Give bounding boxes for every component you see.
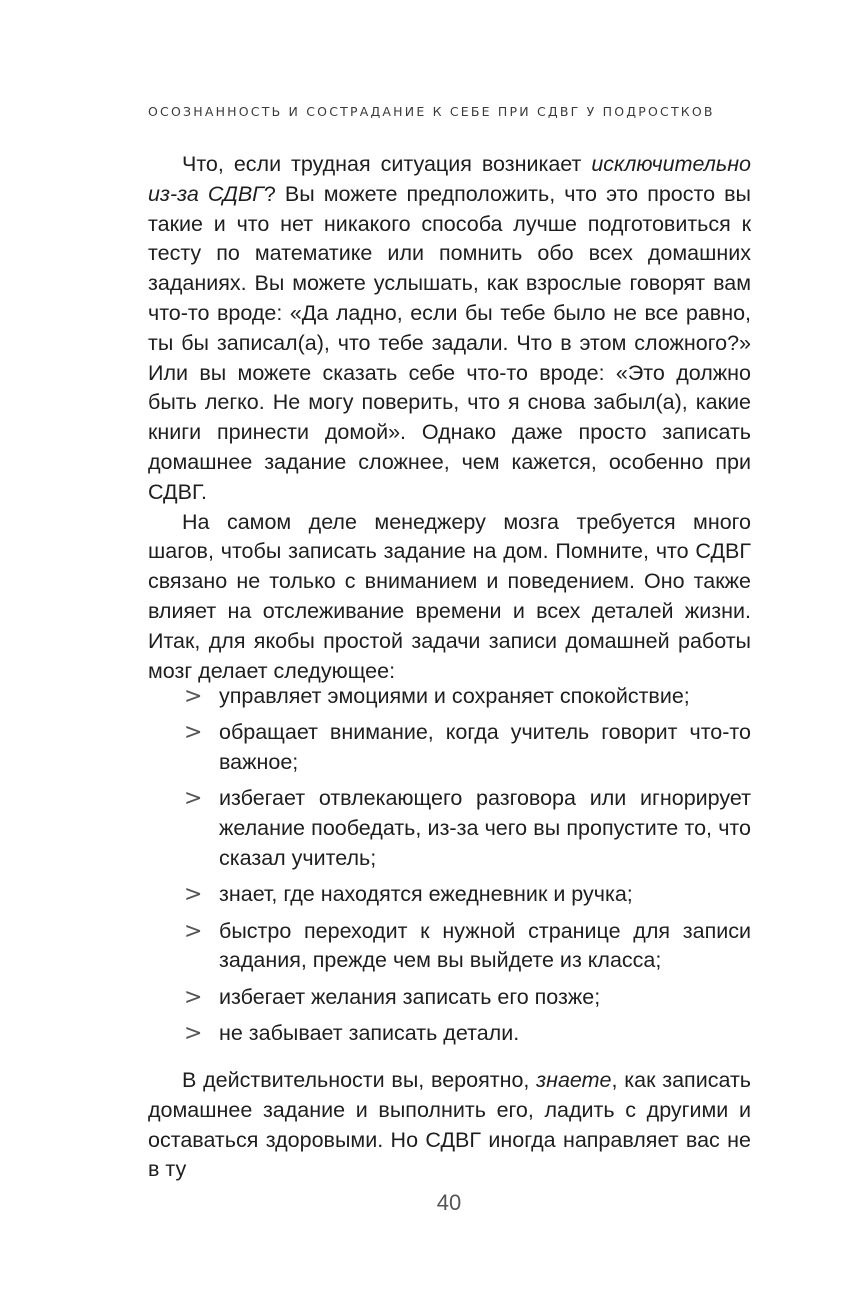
paragraph-3-text-start: В действительности вы, вероятно, <box>182 1068 537 1092</box>
text-block-top <box>148 150 751 686</box>
list-item-text: избегает отвлекающего разговора или игнорирует желание пообедать, из-за чего вы пропустите то, что сказал учитель; <box>219 786 751 870</box>
chevron-right-icon: > <box>184 720 203 746</box>
list-item <box>148 784 751 873</box>
list-item-text: знает, где находятся ежедневник и ручка; <box>219 882 633 907</box>
list-item <box>148 1019 751 1049</box>
chevron-right-icon: > <box>184 984 203 1010</box>
paragraph-1-text-start: Что, если трудная ситуация возникает <box>182 152 592 176</box>
chevron-right-icon: > <box>184 918 203 944</box>
list-item <box>148 983 751 1013</box>
list-item-text: управляет эмоциями и сохраняет спокойствие; <box>219 684 690 708</box>
bullet-list <box>148 682 751 1055</box>
chevron-right-icon: > <box>184 1020 203 1046</box>
text-block-bottom <box>148 1066 751 1185</box>
paragraph-1 <box>148 150 751 508</box>
list-item <box>148 917 751 977</box>
chevron-right-icon: > <box>184 882 203 908</box>
paragraph-1-text-end: ? Вы можете предположить, что это просто вы такие и что нет никакого способа лучше подготовиться к тесту по математике или помнить обо всех домашних заданиях. Вы можете услышать, как взрослые говорят вам что-то вроде: «Да ладно, если бы тебе было не все равно, ты бы записал(а), что тебе задали. Что в этом сложного?» Или вы можете сказать себе что-то вроде: «Это должно быть легко. Не могу поверить, что я снова забыл(а), какие книги принести домой». Однако даже просто записать домашнее задание сложнее, чем кажется, особенно при СДВГ. <box>148 181 751 504</box>
paragraph-3-text-end: , как записать домашнее задание и выполнить его, ладить с другими и оставаться здоровыми. Но СДВГ иногда направляет вас не в ту <box>148 1068 751 1182</box>
paragraph-2: На самом деле менеджеру мозга требуется много шагов, чтобы записать задание на дом. Помните, что СДВГ связано не только с вниманием и поведением. Оно также влияет на отслеживание времени и всех деталей жизни. Итак, для якобы простой задачи записи домашней работы мозг делает следующее: <box>148 509 751 683</box>
list-item <box>148 718 751 778</box>
paragraph-1-emphasis: исключительно из-за СДВГ <box>148 152 751 206</box>
paragraph-3-emphasis: знаете <box>536 1068 612 1092</box>
list-item-text: быстро переходит к нужной странице для записи задания, прежде чем вы выйдете из класса; <box>219 918 751 973</box>
list-item-text: не забывает записать детали. <box>219 1020 520 1045</box>
list-item-text: избегает желания записать его позже; <box>219 984 601 1009</box>
paragraph-3 <box>148 1066 751 1185</box>
list-item-text: обращает внимание, когда учитель говорит что-то важное; <box>219 720 751 775</box>
list-item <box>148 880 751 910</box>
chevron-right-icon: > <box>184 684 203 709</box>
running-header: ОСОЗНАННОСТЬ И СОСТРАДАНИЕ К СЕБЕ ПРИ СДВГ У ПОДРОСТКОВ <box>148 104 715 119</box>
page-number: 40 <box>436 1190 462 1215</box>
list-item <box>148 682 751 712</box>
chevron-right-icon: > <box>184 786 203 812</box>
